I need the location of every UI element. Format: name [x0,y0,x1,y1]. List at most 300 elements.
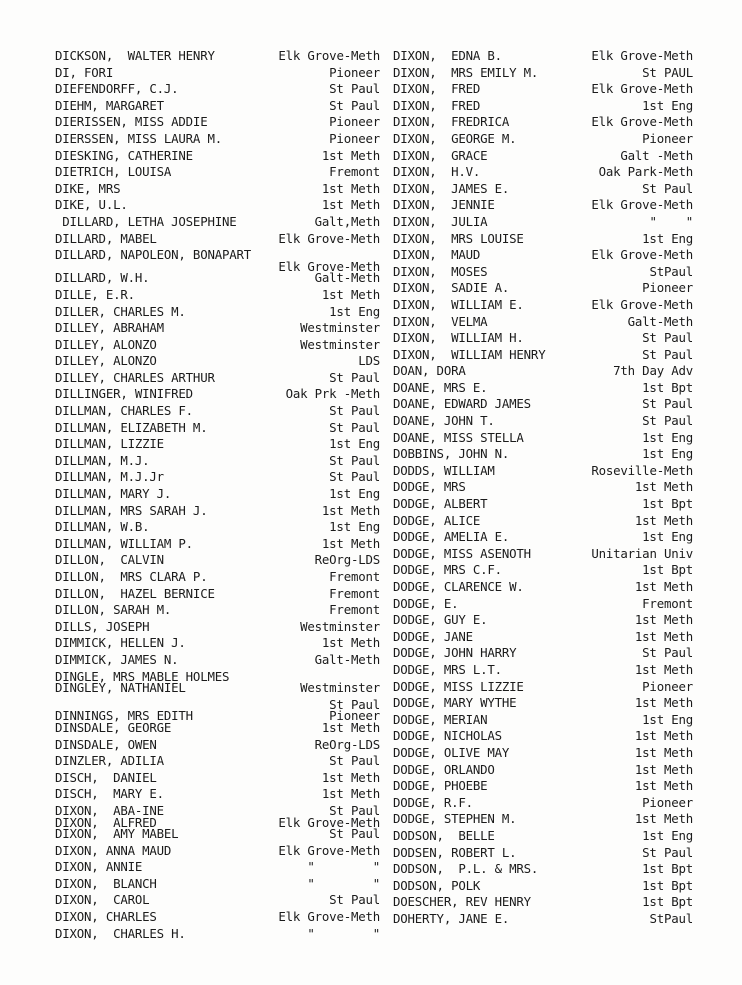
entry-row [55,680,380,697]
church-name: Pioneer [642,280,693,296]
member-name: DILLE, E.R. [55,286,135,302]
church-name: 1st Meth [321,502,380,518]
entry-row [393,48,693,65]
member-name: DILLMAN, M.J. [55,452,150,468]
member-name: DIKE, U.L. [55,197,128,213]
member-name: DODSON, POLK [393,877,481,893]
entry-row [393,231,693,248]
member-name: DINGLE, MRS MABLE HOLMES [55,668,230,684]
church-name: St Paul [329,802,380,818]
entry-row [55,420,380,437]
member-name: DILLMAN, LIZZIE [55,436,164,452]
member-name: DIXON, CHARLES [55,909,157,925]
member-name: DIMMICK, JAMES N. [55,651,179,667]
church-name: " " [307,875,380,891]
member-name: DIXON, JENNIE [393,197,495,213]
member-name: DODGE, NICHOLAS [393,728,502,744]
member-name: DOANE, JOHN T. [393,413,495,429]
entry-row [55,753,380,770]
entry-row [393,728,693,745]
entry-row [55,668,380,684]
entry-row [55,619,380,636]
member-name: DIEFENDORFF, C.J. [55,81,179,97]
member-name: DODGE, ALBERT [393,496,488,512]
entry-row [393,247,693,264]
church-name: 1st Meth [634,479,693,495]
church-name: Westminster [300,680,380,696]
entry-row [55,469,380,486]
church-name: Westminster [300,320,380,336]
church-name: St Paul [329,419,380,435]
church-name: Fremont [329,602,380,618]
member-name: DILLMAN, M.J.Jr [55,469,164,485]
entry-row [393,148,693,165]
member-name: DILLON, CALVIN [55,552,164,568]
church-name: St Paul [329,826,380,842]
member-name: DILLEY, ABRAHAM [55,320,164,336]
church-name: Westminster [300,336,380,352]
member-name: DICKSON, WALTER HENRY [55,48,215,63]
church-name: 1st Bpt [642,877,693,893]
entry-row [55,859,380,876]
member-name: DODGE, JOHN HARRY [393,645,517,661]
entry-row [393,430,693,447]
member-name: DIXON, GEORGE M. [393,130,517,146]
member-name: DILLEY, CHARLES ARTHUR [55,369,215,385]
member-name: DIMMICK, HELLEN J. [55,635,186,651]
member-name: DILLS, JOSEPH [55,618,150,634]
church-name: St Paul [642,413,693,429]
church-name: 1st Eng [329,519,380,535]
church-name: 1st Meth [321,769,380,785]
member-name: DODGE, MERIAN [393,711,488,727]
entry-row [393,65,693,82]
entry-row [393,745,693,762]
church-name: St Paul [329,369,380,385]
member-name: DIXON, WILLIAM E. [393,296,524,312]
church-name: 1st Eng [329,436,380,452]
member-name: DI, FORI [55,64,114,80]
member-name: DILLMAN, MARY J. [55,486,172,502]
member-name: DIXON, ANNA MAUD [55,842,172,858]
church-name: Fremont [329,569,380,584]
member-name: DISCH, DANIEL [55,769,157,785]
church-name: LDS [358,353,380,369]
church-name: 1st Meth [634,695,693,711]
church-name: St Paul [329,403,380,419]
church-name: 1st Bpt [642,496,693,512]
church-name: 1st Eng [642,230,693,246]
entry-row [393,347,693,364]
member-name: DILLON, MRS CLARA P. [55,569,208,584]
member-name: DINGLEY, NATHANIEL [55,680,186,696]
church-name: 1st Meth [634,579,693,594]
member-name: DODGE, ALICE [393,512,481,528]
entry-row [393,330,693,347]
church-name: 1st Eng [642,827,693,843]
member-name: DOANE, EDWARD JAMES [393,396,531,412]
member-name: DISCH, MARY E. [55,786,164,802]
member-name: DIXON, GRACE [393,147,488,163]
entry-row [55,635,380,652]
entry-row [393,845,693,862]
church-name: Elk Grove-Meth [278,230,380,246]
entry-row [393,579,693,596]
entry-row [55,148,380,165]
entry-row [393,280,693,297]
entry-row [393,562,693,579]
church-name: 1st Meth [634,811,693,827]
member-name: DIXON, H.V. [393,164,481,180]
church-name: Elk Grove-Meth [591,114,693,130]
entry-row [393,413,693,430]
church-name: Elk Grove-Meth [591,247,693,263]
entry-row [393,861,693,878]
member-name: DILLON, HAZEL BERNICE [55,585,215,601]
entry-row [55,436,380,453]
entry-row [55,826,380,843]
church-name: 1st Eng [642,97,693,113]
member-name: DINSDALE, GEORGE [55,719,172,735]
entry-row [55,270,380,287]
entry-row [393,596,693,613]
entry-row [393,894,693,911]
entry-row [393,181,693,198]
entry-row [393,712,693,729]
entry-row [393,828,693,845]
church-name: Galt-Meth [627,313,693,329]
church-name: " " [307,859,380,875]
member-name: DILLMAN, WILLIAM P. [55,535,193,551]
church-name: Elk Grove-Meth [278,909,380,925]
church-name: " " [307,925,380,941]
entry-row [55,81,380,98]
church-name: 1st Bpt [642,562,693,578]
member-name: DILLARD, NAPOLEON, BONAPART [55,247,252,263]
church-name: 1st Meth [634,661,693,677]
member-name: DODGE, MISS ASENOTH [393,545,531,561]
entry-row [55,536,380,553]
entry-row [55,131,380,148]
member-name: DILLER, CHARLES M. [55,303,186,319]
member-name: DIXON, VELMA [393,313,488,329]
entry-row [393,81,693,98]
church-name: St PAUL [642,64,693,80]
church-name: 1st Eng [329,486,380,502]
member-name: DIXON, JULIA [393,213,488,229]
member-name: DIXON, FRED [393,81,481,97]
member-name: DIXON, WILLIAM H. [393,330,524,346]
church-name: 1st Meth [634,761,693,777]
church-name: St Paul [329,81,380,97]
entry-row [55,181,380,198]
entry-row [55,353,380,370]
member-name: DODGE, AMELIA E. [393,529,510,545]
entry-row [393,363,693,380]
member-name: DOHERTY, JANE E. [393,910,510,926]
entry-row [55,876,380,893]
entry-row [55,403,380,420]
member-name: DOANE, MISS STELLA [393,429,524,445]
member-name: DILLMAN, W.B. [55,519,150,535]
member-name: DODSEN, ROBERT L. [393,844,517,860]
member-name: DIXON, FRED [393,97,481,113]
member-name: DIXON, MRS LOUISE [393,230,524,246]
entry-row [55,926,380,943]
church-name: 1st Eng [642,446,693,462]
entry-row [393,795,693,812]
member-name: DILLMAN, CHARLES F. [55,403,193,419]
church-name: " " [649,213,693,229]
member-name: DILLEY, ALONZO [55,353,157,369]
entry-row [55,386,380,403]
entry-row [393,762,693,779]
entry-row [55,652,380,669]
church-name: Elk Grove-Meth [278,814,380,830]
entry-row [393,811,693,828]
member-name: DODGE, MRS C.F. [393,562,502,578]
entry-row [393,297,693,314]
member-name: DIXON, MRS EMILY M. [393,64,539,80]
entry-row [55,503,380,520]
member-name: DIXON, MAUD [393,247,481,263]
entry-row [393,264,693,281]
church-name: Elk Grove-Meth [278,258,380,274]
church-name: 1st Meth [634,778,693,794]
entry-row [393,662,693,679]
entry-row [393,513,693,530]
member-name: DODGE, ORLANDO [393,761,495,777]
entry-row [55,114,380,131]
church-name: Westminster [300,618,380,634]
entry-row [55,519,380,536]
member-name: DILLARD, LETHA JOSEPHINE [55,213,237,229]
member-name: DIXON, JAMES E. [393,180,510,196]
church-name: ReOrg-LDS [314,552,380,568]
member-name: DODSON, BELLE [393,827,495,843]
church-name: Fremont [329,164,380,180]
member-name: DIXON, ANNIE [55,859,143,875]
entry-row [55,586,380,603]
entry-row [55,909,380,926]
entry-row [55,304,380,321]
entry-row [55,892,380,909]
church-name: St Paul [642,330,693,346]
church-name: 1st Eng [329,303,380,319]
member-name: DIXON, SADIE A. [393,280,510,296]
member-name: DILLMAN, ELIZABETH M. [55,419,208,435]
entry-row [55,696,380,712]
church-name: St Paul [642,396,693,412]
church-name: St Paul [329,753,380,769]
church-name: Galt-Meth [314,651,380,667]
entry-row [55,164,380,181]
church-name: 1st Meth [634,612,693,628]
member-name: DIXON, CAROL [55,892,150,908]
church-name: 1st Meth [634,512,693,528]
entry-row [393,645,693,662]
member-name: DODGE, MRS [393,479,466,495]
member-name: DIEHM, MARGARET [55,97,164,113]
church-name: Pioneer [329,64,380,80]
entry-row [393,164,693,181]
member-name: DIXON, EDNA B. [393,48,502,63]
church-name: Pioneer [329,114,380,130]
member-name: DOESCHER, REV HENRY [393,894,531,910]
right-column [393,48,693,927]
church-name: 1st Meth [634,628,693,644]
church-name: 1st Meth [321,719,380,735]
member-name: DODGE, PHOEBE [393,778,488,794]
entry-row [393,380,693,397]
member-name: DILLON, SARAH M. [55,602,172,618]
church-name: 7th Day Adv [613,363,693,379]
church-name: 1st Eng [642,711,693,727]
member-name: DODGE, JANE [393,628,473,644]
member-name: DOANE, MRS E. [393,379,488,395]
entry-row [393,396,693,413]
entry-row [393,679,693,696]
entry-row [393,214,693,231]
member-name: DIESKING, CATHERINE [55,147,193,163]
member-name: DINZLER, ADILIA [55,753,164,769]
entry-row [55,737,380,754]
member-name: DODGE, E. [393,595,459,611]
entry-row [393,446,693,463]
member-name: DIXON, MOSES [393,263,488,279]
entry-row [55,231,380,248]
church-name: St Paul [329,452,380,468]
entry-row [393,463,693,480]
entry-row [393,629,693,646]
church-name: 1st Eng [642,429,693,445]
church-name: St Paul [329,892,380,908]
member-name: DODGE, MARY WYTHE [393,695,517,711]
church-name: Pioneer [642,794,693,810]
entry-row [55,720,380,737]
entry-row [393,314,693,331]
church-name: St Paul [642,645,693,661]
church-name: 1st Meth [321,180,380,196]
member-name: DODGE, OLIVE MAY [393,744,510,760]
church-name: Elk Grove-Meth [591,48,693,63]
church-name: 1st Meth [634,728,693,744]
church-name: 1st Bpt [642,894,693,910]
church-name: Pioneer [329,708,380,724]
church-name: St Paul [329,696,380,712]
church-name: Elk Grove-Meth [278,842,380,858]
church-name: Galt -Meth [620,147,693,163]
entry-row [393,911,693,928]
church-name: Oak Park-Meth [598,164,693,180]
church-name: Fremont [642,595,693,611]
entry-row [55,214,380,231]
entry-row [55,370,380,387]
member-name: DODGE, R.F. [393,794,473,810]
entry-row [55,569,380,586]
entry-row [393,612,693,629]
church-name: 1st Meth [321,535,380,551]
church-name: ReOrg-LDS [314,736,380,752]
entry-row [393,778,693,795]
member-name: DODGE, GUY E. [393,612,488,628]
entry-row [393,98,693,115]
entry-row [55,65,380,82]
member-name: DIKE, MRS [55,180,121,196]
church-name: St Paul [642,346,693,362]
entry-row [55,843,380,860]
church-name: 1st Meth [321,635,380,651]
church-name: 1st Bpt [642,861,693,877]
entry-row [393,878,693,895]
church-name: 1st Meth [321,197,380,213]
entry-row [55,453,380,470]
member-name: DODGE, MISS LIZZIE [393,678,524,694]
entry-row [55,770,380,787]
church-name: 1st Meth [321,147,380,163]
entry-row [393,131,693,148]
entry-row [393,496,693,513]
church-name: StPaul [649,910,693,926]
member-name: DIXON, BLANCH [55,875,157,891]
church-name: Roseville-Meth [591,462,693,478]
entry-row [393,529,693,546]
entry-row [393,546,693,563]
entry-row [393,197,693,214]
member-name: DIXON, ALFRED [55,814,157,830]
entry-row [55,486,380,503]
church-name: StPaul [649,263,693,279]
entry-row [55,786,380,803]
member-name: DILLARD, W.H. [55,270,150,286]
entry-row [55,247,380,263]
member-name: DILLEY, ALONZO [55,336,157,352]
member-name: DIXON, CHARLES H. [55,925,186,941]
church-name: Galt,Meth [314,213,380,229]
member-name: DILLMAN, MRS SARAH J. [55,502,208,518]
church-name: Pioneer [642,130,693,146]
member-name: DODGE, STEPHEN M. [393,811,517,827]
church-name: Pioneer [329,130,380,146]
church-name: Elk Grove-Meth [278,48,380,63]
entry-row [393,479,693,496]
church-name: Elk Grove-Meth [591,81,693,97]
member-name: DODGE, CLARENCE W. [393,579,524,594]
church-name: Elk Grove-Meth [591,197,693,213]
church-name: St Paul [642,180,693,196]
entry-row [55,320,380,337]
church-name: Galt-Meth [314,270,380,286]
member-name: DIXON, ABA-INE [55,802,164,818]
church-name: 1st Meth [634,744,693,760]
church-name: 1st Meth [321,786,380,802]
member-name: DIXON, FREDRICA [393,114,510,130]
member-name: DIERSSEN, MISS LAURA M. [55,130,222,146]
church-name: 1st Bpt [642,379,693,395]
entry-row [55,98,380,115]
member-name: DODDS, WILLIAM [393,462,495,478]
entry-row [55,287,380,304]
church-name: Elk Grove-Meth [591,296,693,312]
church-name: Oak Prk -Meth [285,386,380,402]
entry-row [393,695,693,712]
member-name: DIERISSEN, MISS ADDIE [55,114,208,130]
member-name: DODGE, MRS L.T. [393,661,502,677]
church-name: St Paul [329,97,380,113]
church-name: St Paul [329,469,380,485]
church-name: Unitarian Univ [591,545,693,561]
entry-row [55,814,380,830]
